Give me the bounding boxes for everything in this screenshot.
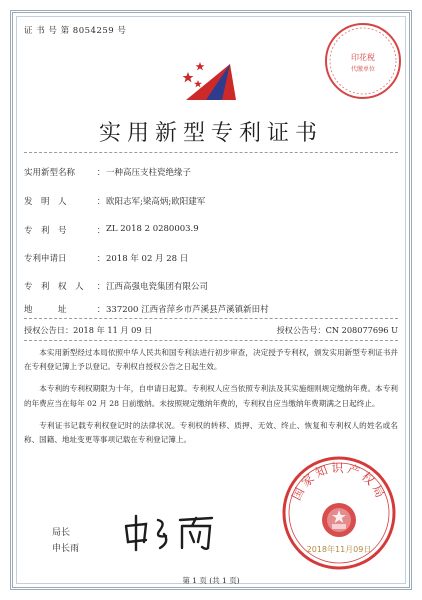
- field-patentee: 专 利 权 人 ： 江西高强电瓷集团有限公司: [24, 282, 209, 292]
- seal-date: 2018年11月09日: [306, 545, 372, 554]
- tax-stamp-line2: 代缴单位: [350, 66, 376, 73]
- field-label: 专 利 号: [24, 226, 67, 236]
- field-utility-model-name: 实用新型名称 ： 一种高压支柱瓷绝缘子: [24, 168, 192, 178]
- field-label: 地 址: [24, 305, 67, 315]
- grant-number: 授权公告号：CN 208077696 U: [276, 325, 398, 335]
- divider-middle: [24, 318, 398, 319]
- field-patent-number: 专 利 号 ： ZL 2018 2 0280003.9: [24, 224, 199, 236]
- field-value: 337200 江西省萍乡市芦溪县芦溪镇新田村: [106, 305, 269, 315]
- field-address: 地 址 ： 337200 江西省萍乡市芦溪县芦溪镇新田村: [24, 305, 269, 315]
- tax-stamp-line1: 印花税: [351, 53, 375, 62]
- seal-top-text: 国家知识产权局: [289, 461, 389, 503]
- field-label: 实用新型名称: [24, 168, 76, 178]
- tax-stamp: [322, 20, 404, 106]
- official-seal: [278, 452, 400, 578]
- certificate-title: 实用新型专利证书: [98, 121, 323, 146]
- field-value: 2018 年 02 月 28 日: [106, 254, 189, 264]
- grant-info: [24, 325, 398, 336]
- field-value: ZL 2018 2 0280003.9: [106, 224, 199, 234]
- handwritten-signature: [120, 512, 220, 556]
- field-label: 发 明 人: [24, 197, 67, 207]
- grant-date: 授权公告日：2018 年 11 月 09 日: [24, 325, 153, 335]
- certificate-body: [24, 346, 398, 447]
- certificate-number: 证 书 号 第 8054259 号: [24, 26, 127, 36]
- page-number: 第 1 页 (共 1 页): [182, 576, 240, 585]
- field-filing-date: 专利申请日 ： 2018 年 02 月 28 日: [24, 254, 189, 264]
- field-label: 专利申请日: [24, 254, 67, 264]
- body-paragraph: 本专利的专利权期限为十年，自申请日起算。专利权人应当依照专利法及其实施细则规定缴纳年费。本专利的年费应当在每年 02 月 28 日前缴纳。未按照规定缴纳年费的，专利权自应当缴纳年费期满之日起终止。: [24, 384, 398, 408]
- divider-top: [24, 152, 398, 153]
- field-value: 一种高压支柱瓷绝缘子: [106, 168, 192, 178]
- signatory-name: 申长雨: [52, 544, 80, 554]
- field-value: 欧阳志军;梁高炳;欧阳建军: [106, 197, 206, 207]
- signatory-title: 局长: [52, 528, 71, 538]
- divider-bottom: [24, 340, 398, 341]
- cnipa-logo: [178, 58, 244, 110]
- body-paragraph: 本实用新型经过本局依照中华人民共和国专利法进行初步审查，决定授予专利权，颁发实用新型专利证书并在专利登记簿上予以登记。专利权自授权公告之日起生效。: [24, 348, 398, 372]
- field-value: 江西高强电瓷集团有限公司: [106, 282, 209, 292]
- national-emblem-icon: [322, 503, 356, 537]
- field-inventors: 发 明 人 ： 欧阳志军;梁高炳;欧阳建军: [24, 197, 206, 207]
- field-label: 专 利 权 人: [24, 282, 84, 292]
- body-paragraph: 专利证书记载专利权登记时的法律状况。专利权的转移、质押、无效、终止、恢复和专利权人的姓名或名称、国籍、地址变更等事项记载在专利登记簿上。: [24, 420, 398, 445]
